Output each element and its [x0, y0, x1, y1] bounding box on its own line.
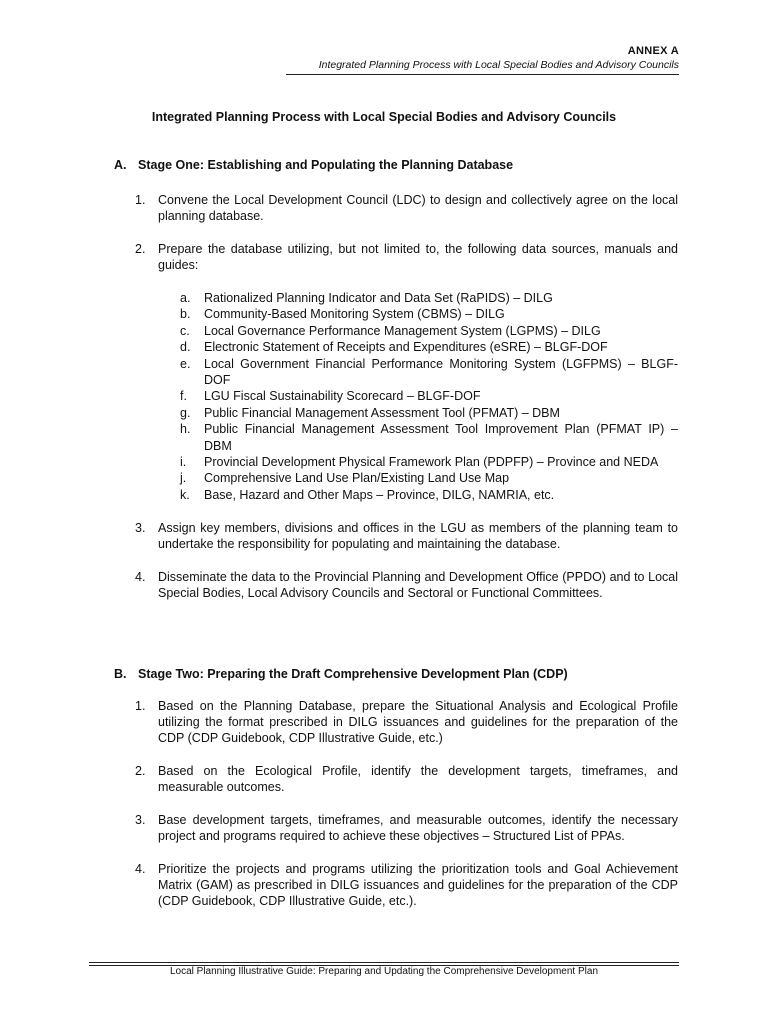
sub-item-letter: b.: [180, 307, 191, 322]
list-item: [135, 812, 678, 844]
sub-item-text: Community-Based Monitoring System (CBMS) – DILG: [204, 307, 505, 322]
item-number: 2.: [135, 764, 146, 778]
sub-item-text: LGU Fiscal Sustainability Scorecard – BLGF-DOF: [204, 389, 481, 404]
item-text: Assign key members, divisions and offices in the LGU as members of the planning team to undertake the responsibility for populating and maintaining the database.: [158, 521, 678, 552]
sub-item-text: Rationalized Planning Indicator and Data Set (RaPIDS) – DILG: [204, 291, 553, 305]
section-a-list: [135, 192, 678, 618]
sub-item-letter: g.: [180, 405, 191, 420]
sub-item-text: Local Governance Performance Management System (LGPMS) – DILG: [204, 323, 601, 338]
list-item: [135, 698, 678, 746]
sub-list-item: [180, 339, 678, 355]
data-sources-list: [180, 290, 678, 503]
item-number: 1.: [135, 193, 146, 207]
footer-rule: [89, 962, 679, 963]
sub-item-text: Base, Hazard and Other Maps – Province, DILG, NAMRIA, etc.: [204, 487, 555, 502]
sub-item-text: Electronic Statement of Receipts and Expenditures (eSRE) – BLGF-DOF: [204, 340, 608, 355]
sub-list-item: [180, 470, 678, 486]
sub-item-letter: j.: [180, 471, 187, 486]
item-number: 4.: [135, 862, 146, 876]
list-item: [135, 241, 678, 503]
page-header: [319, 44, 679, 72]
item-number: 4.: [135, 570, 146, 585]
sub-list-item: [180, 405, 678, 421]
item-text: Prioritize the projects and programs utilizing the prioritization tools and Goal Achievement Matrix (GAM) as prescribed in DILG issuances and guidelines for the preparation of the CDP (CDP Guidebook, CDP Illustrative Guide, etc.).: [158, 862, 678, 908]
sub-item-text: Provincial Development Physical Framework Plan (PDPFP) – Province and NEDA: [204, 455, 659, 470]
list-item: [135, 192, 678, 224]
sub-item-letter: c.: [180, 323, 190, 338]
header-subtitle: Integrated Planning Process with Local Special Bodies and Advisory Councils: [318, 59, 679, 71]
sub-list-item: [180, 323, 678, 339]
sub-list-item: [180, 421, 678, 454]
section-a-heading: [114, 158, 513, 172]
item-text: Based on the Planning Database, prepare the Situational Analysis and Ecological Profile utilizing the format prescribed in DILG issuances and guidelines for the preparation of the CDP (CDP Guidebook, CDP Illustrative Guide, etc.): [158, 699, 678, 745]
sub-item-text: Public Financial Management Assessment Tool (PFMAT) – DBM: [204, 405, 560, 420]
sub-list-item: [180, 454, 678, 470]
item-text: Based on the Ecological Profile, identify the development targets, timeframes, and measurable outcomes.: [158, 764, 678, 794]
header-rule: [286, 74, 679, 75]
section-a-letter: A.: [114, 158, 127, 172]
document-title: Integrated Planning Process with Local Special Bodies and Advisory Councils: [151, 110, 617, 124]
section-b-heading: [114, 667, 568, 681]
item-text: Disseminate the data to the Provincial Planning and Development Office (PPDO) and to Local Special Bodies, Local Advisory Councils and Sectoral or Functional Committees.: [158, 570, 678, 601]
sub-list-item: [180, 388, 678, 404]
sub-item-letter: k.: [180, 487, 190, 502]
sub-item-letter: d.: [180, 340, 191, 355]
sub-item-letter: a.: [180, 291, 191, 305]
sub-list-item: [180, 290, 678, 306]
sub-item-letter: f.: [180, 389, 187, 404]
sub-item-letter: e.: [180, 356, 191, 371]
item-number: 3.: [135, 813, 146, 827]
sub-list-item: [180, 356, 678, 389]
item-number: 3.: [135, 521, 146, 536]
item-text: Prepare the database utilizing, but not limited to, the following data sources, manuals and guides:: [158, 242, 678, 272]
item-number: 1.: [135, 699, 146, 713]
annex-label: ANNEX A: [627, 45, 679, 57]
sub-list-item: [180, 487, 678, 503]
list-item: [135, 763, 678, 795]
list-item: [135, 569, 678, 601]
page-footer: Local Planning Illustrative Guide: Preparing and Updating the Comprehensive Development Plan: [169, 966, 599, 977]
sub-item-text: Public Financial Management Assessment Tool Improvement Plan (PFMAT IP) – DBM: [204, 422, 678, 453]
sub-item-text: Comprehensive Land Use Plan/Existing Land Use Map: [204, 471, 510, 486]
section-b-list: [135, 698, 678, 926]
list-item: [135, 520, 678, 552]
item-number: 2.: [135, 242, 146, 256]
list-item: [135, 861, 678, 909]
sub-item-text: Local Government Financial Performance Monitoring System (LGFPMS) – BLGF-DOF: [204, 356, 678, 388]
item-text: Convene the Local Development Council (LDC) to design and collectively agree on the local planning database.: [158, 193, 678, 223]
item-text: Base development targets, timeframes, and measurable outcomes, identify the necessary project and programs required to achieve these objectives – Structured List of PPAs.: [158, 813, 678, 843]
section-b-title: Stage Two: Preparing the Draft Comprehensive Development Plan (CDP): [138, 667, 568, 681]
section-a-title: Stage One: Establishing and Populating the Planning Database: [138, 158, 514, 172]
section-b-letter: B.: [114, 667, 127, 681]
sub-list-item: [180, 306, 678, 322]
sub-item-letter: i.: [180, 455, 187, 470]
sub-item-letter: h.: [180, 422, 191, 437]
